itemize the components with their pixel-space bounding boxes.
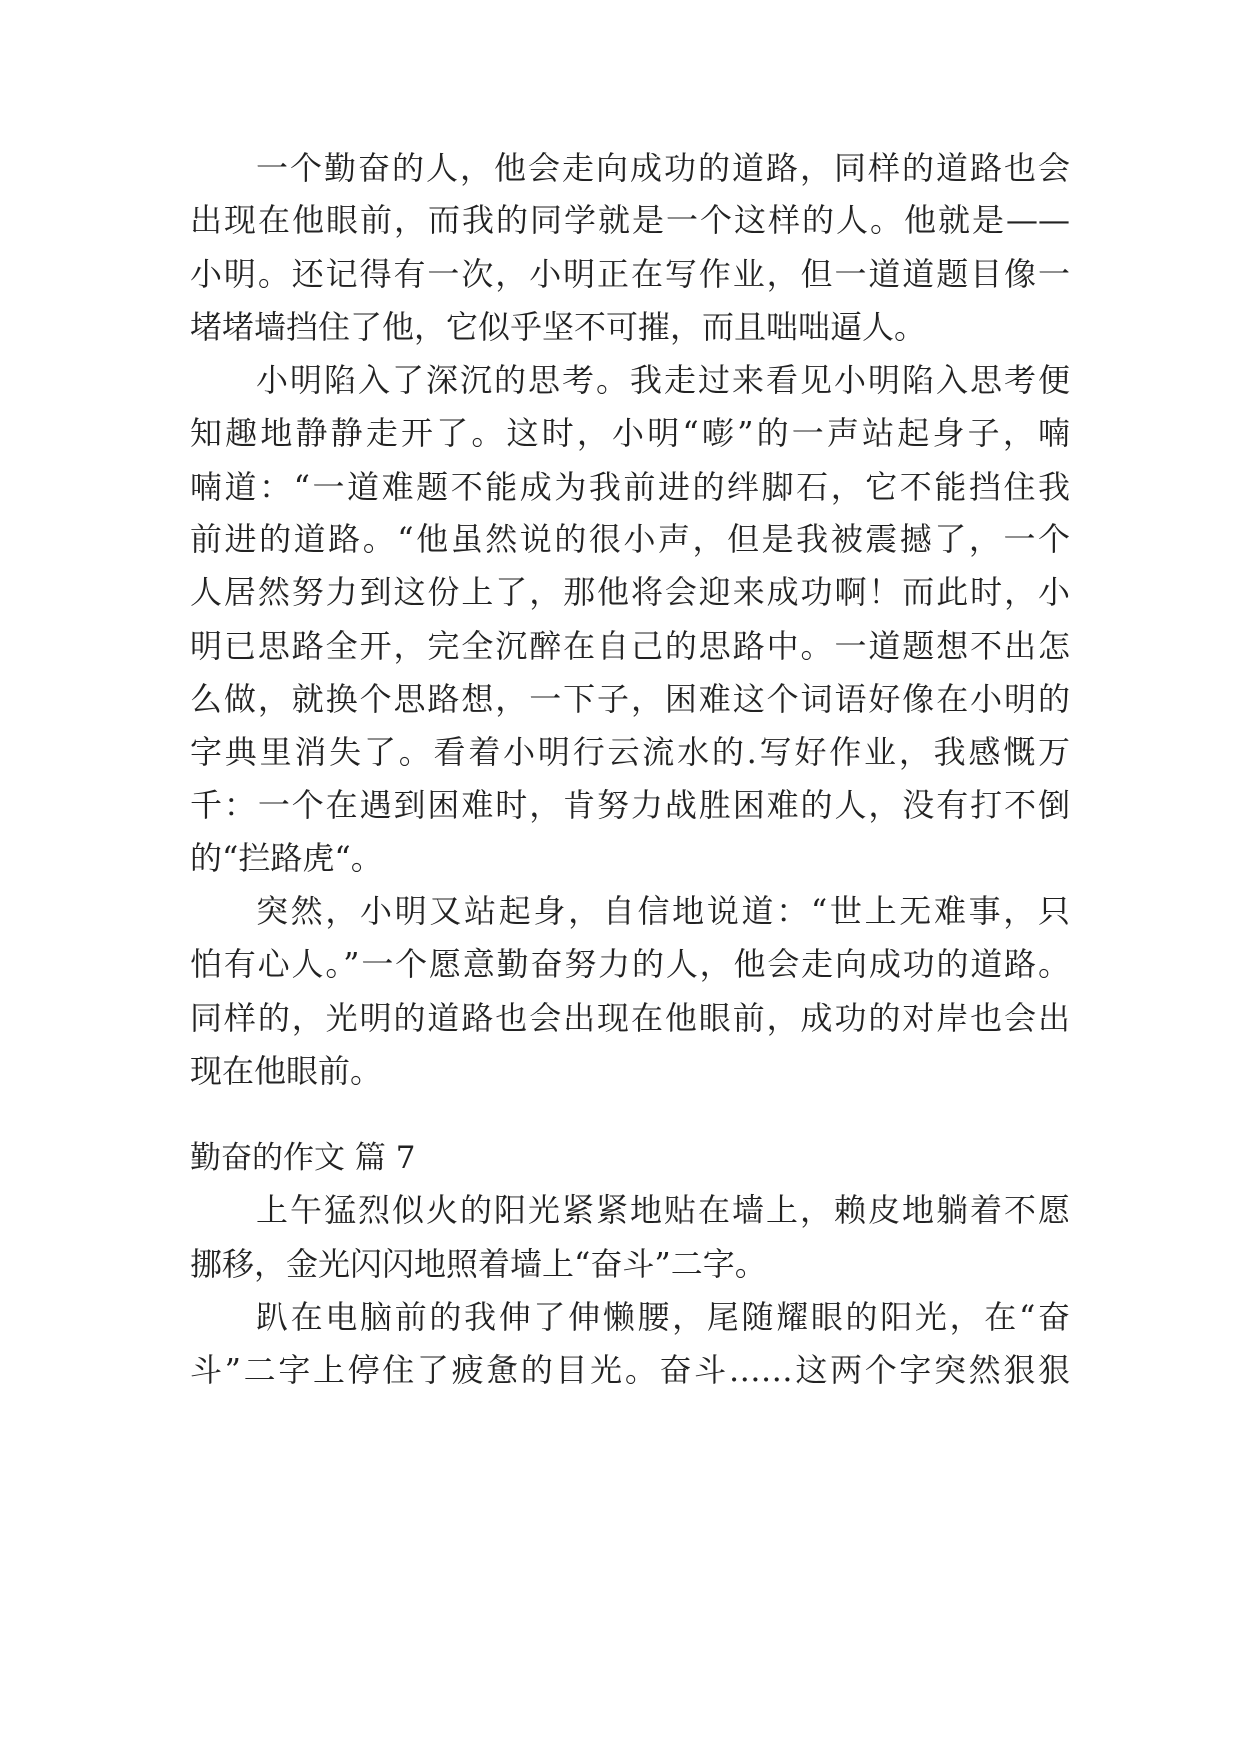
- text-line: 突然，小明又站起身，自信地说道：“世上无难事，只: [256, 892, 1070, 930]
- text-line: 知趣地静静走开了。这时，小明“嘭”的一声站起身子，喃: [190, 414, 1070, 452]
- text-line: 人居然努力到这份上了，那他将会迎来成功啊！而此时，小: [190, 573, 1070, 611]
- text-line: 挪移，金光闪闪地照着墙上“奋斗”二字。: [190, 1245, 767, 1283]
- text-line: 现在他眼前。: [190, 1052, 383, 1090]
- text-line: 的“拦路虎“。: [190, 839, 383, 877]
- text-line: 趴在电脑前的我伸了伸懒腰，尾随耀眼的阳光，在“奋: [256, 1298, 1070, 1336]
- text-line: 明已思路全开，完全沉醉在自己的思路中。一道题想不出怎: [190, 627, 1070, 665]
- text-line: 么做，就换个思路想，一下子，困难这个词语好像在小明的: [190, 680, 1070, 718]
- text-line: 前进的道路。“他虽然说的很小声，但是我被震撼了，一个: [190, 520, 1070, 558]
- text-line: 千：一个在遇到困难时，肯努力战胜困难的人，没有打不倒: [190, 786, 1070, 824]
- text-line: 怕有心人。”一个愿意勤奋努力的人，他会走向成功的道路。: [190, 945, 1070, 983]
- section-heading: 勤奋的作文 篇 7: [190, 1140, 416, 1176]
- text-line: 堵堵墙挡住了他，它似乎坚不可摧，而且咄咄逼人。: [190, 308, 927, 346]
- text-line: 出现在他眼前，而我的同学就是一个这样的人。他就是——: [190, 201, 1070, 239]
- text-line: 字典里消失了。看着小明行云流水的.写好作业，我感慨万: [190, 733, 1070, 771]
- text-line: 小明。还记得有一次，小明正在写作业，但一道道题目像一: [190, 255, 1070, 293]
- text-line: 同样的，光明的道路也会出现在他眼前，成功的对岸也会出: [190, 999, 1070, 1037]
- text-line: 上午猛烈似火的阳光紧紧地贴在墙上，赖皮地躺着不愿: [256, 1191, 1070, 1229]
- text-line: 小明陷入了深沉的思考。我走过来看见小明陷入思考便: [256, 361, 1070, 399]
- text-line: 喃道：“一道难题不能成为我前进的绊脚石，它不能挡住我: [190, 468, 1070, 506]
- text-line: 斗”二字上停住了疲惫的目光。奋斗……这两个字突然狠狠: [190, 1351, 1070, 1389]
- text-line: 一个勤奋的人，他会走向成功的道路，同样的道路也会: [256, 149, 1070, 187]
